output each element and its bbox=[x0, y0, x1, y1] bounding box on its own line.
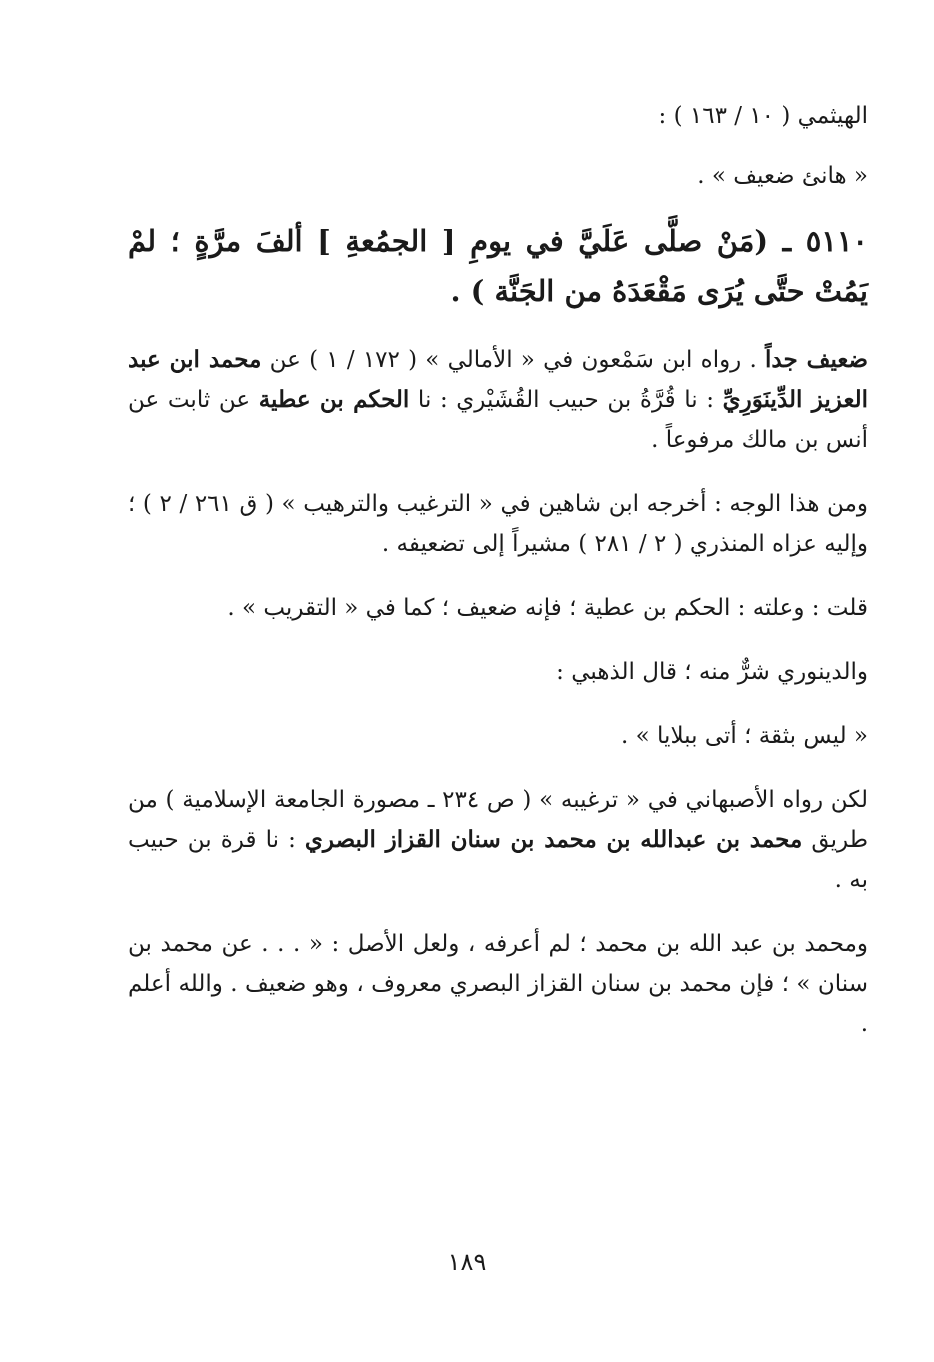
dinawari-paragraph: والدينوري شرٌّ منه ؛ قال الذهبي : bbox=[556, 659, 868, 685]
hadith-grade: ضعيف جداً bbox=[765, 346, 869, 373]
asbahani-text-2: : نا قرة بن حبيب به . bbox=[128, 827, 868, 893]
ibn-shahin-paragraph: ومن هذا الوجه : أخرجه ابن شاهين في « الترغيب والترهيب » ( ق ٢٦١ / ٢ ) ؛ وإليه عزاه المنذري ( ٢ / ٢٨١ ) مشيراً إلى تضعيفه . bbox=[128, 491, 868, 557]
qultu-paragraph: قلت : وعلته : الحكم بن عطية ؛ فإنه ضعيف ؛ كما في « التقريب » . bbox=[227, 595, 868, 621]
quote-hani-daif: « هانئ ضعيف » . bbox=[697, 163, 868, 189]
hadith-text: ٥١١٠ ـ (مَنْ صلَّى عَلَيَّ في يومِ [ الجمُعةِ ] ألفَ مرَّةٍ ؛ لمْ يَمُتْ حتَّى يُرَى مَقْعَدَهُ من الجَنَّة ) . bbox=[128, 224, 868, 308]
takhrij-paragraph bbox=[128, 340, 868, 460]
narrator-dinawari: محمد ابن عبد العزيز الدِّينَوَرِيِّ bbox=[128, 346, 868, 413]
takhrij-text-3: عن ثابت عن أنس بن مالك مرفوعاً . bbox=[128, 387, 868, 453]
narrator-hakam: الحكم بن عطية bbox=[258, 386, 410, 413]
takhrij-text-1: . رواه ابن سَمْعون في « الأمالي » ( ١٧٢ / ١ ) عن bbox=[261, 347, 766, 373]
asbahani-paragraph bbox=[128, 780, 868, 900]
header-line: الهيثمي ( ١٠ / ١٦٣ ) : bbox=[658, 103, 868, 129]
asbahani-text-1: لكن رواه الأصبهاني في « ترغيبه » ( ص ٢٣٤ ـ مصورة الجامعة الإسلامية ) من طريق bbox=[128, 787, 869, 853]
takhrij-text-2: : نا قُرَّةُ بن حبيب القُشَيْري : نا bbox=[409, 387, 723, 413]
page-body bbox=[128, 96, 868, 1044]
page-number: ١٨٩ bbox=[447, 1248, 487, 1276]
closing-paragraph: ومحمد بن عبد الله بن محمد ؛ لم أعرفه ، ولعل الأصل : « . . . عن محمد بن سنان » ؛ فإن محمد بن سنان القزاز البصري معروف ، وهو ضعيف . والله أعلم . bbox=[128, 931, 868, 1037]
quote-dhahabi: « ليس بثقة ؛ أتى ببلايا » . bbox=[621, 723, 868, 749]
narrator-qazzaz: محمد بن عبدالله بن محمد بن سنان القزاز البصري bbox=[304, 826, 803, 853]
